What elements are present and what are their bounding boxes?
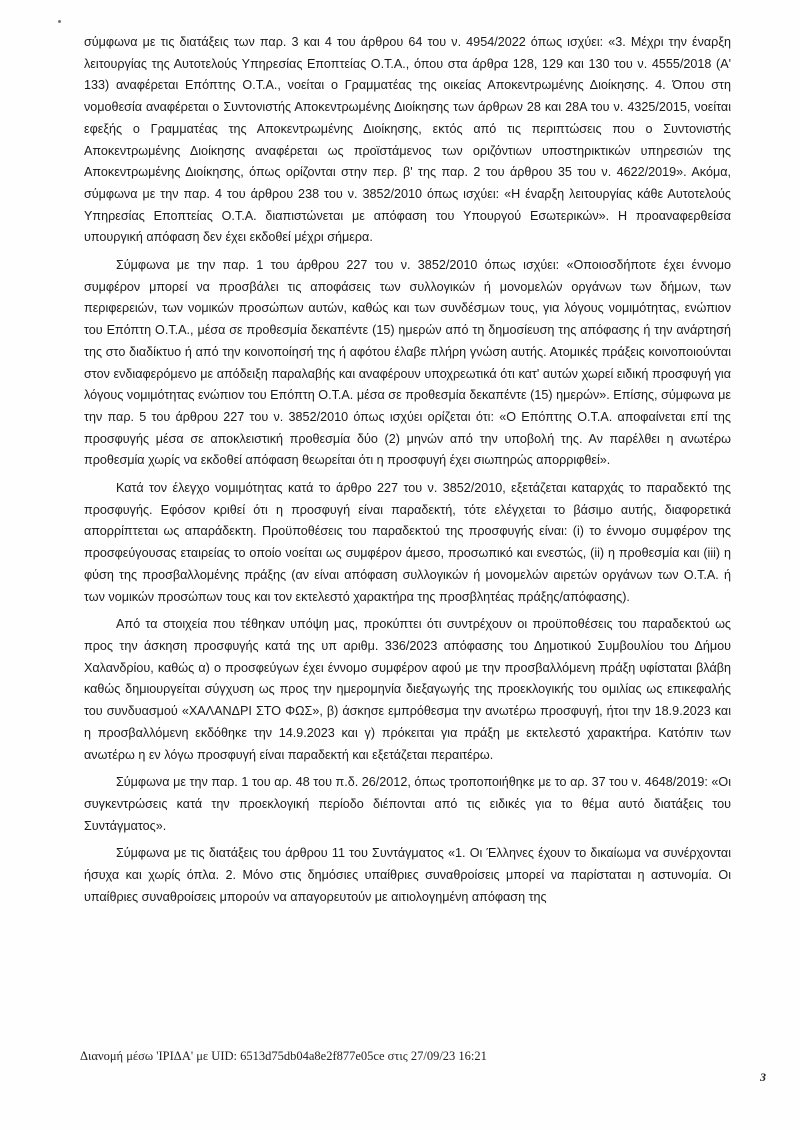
paragraph-2: Σύμφωνα με την παρ. 1 του άρθρου 227 του ν. 3852/2010 όπως ισχύει: «Οποιοσδήποτε έχει έννομο συμφέρον μπορεί να προσβάλει τις αποφάσεις των συλλογικών ή μονομελών οργάνων των δήμων, των περιφερειών, των νομικών προσώπων αυτών, καθώς και των συνδέσμων τους, για λόγους νομιμότητας, ενώπιον του Επόπτη Ο.Τ.Α., μέσα σε προθεσμία δεκαπέντε (15) ημερών από τη δημοσίευση της απόφασης ή την ανάρτησή της στο διαδίκτυο ή από την κοινοποίησή της ή αφότου έλαβε πλήρη γνώση αυτής. Ατομικές πράξεις κοινοποιούνται στον ενδιαφερόμενο με απόδειξη παραλαβής και αναφέρουν υποχρεωτικά ότι κατ' αυτών χωρεί ειδική προσφυγή για λόγους νομιμότητας ενώπιον του Επόπτη Ο.Τ.Α. μέσα σε προθεσμία δεκαπέντε (15) ημερών». Επίσης, σύμφωνα με την παρ. 5 του άρθρου 227 του ν. 3852/2010 όπως ισχύει ορίζεται ότι: «Ο Επόπτης Ο.Τ.Α. αποφαίνεται επί της προσφυγής μέσα σε αποκλειστική προθεσμία δύο (2) μηνών από την υποβολή της. Αν παρέλθει η ανωτέρω προθεσμία χωρίς να εκδοθεί απόφαση θεωρείται ότι η προσφυγή έχει σιωπηρώς απορριφθεί». bbox=[84, 258, 731, 468]
paragraph-1: σύμφωνα με τις διατάξεις των παρ. 3 και 4 του άρθρου 64 του ν. 4954/2022 όπως ισχύει: «3. Μέχρι την έναρξη λειτουργίας της Αυτοτελούς Υπηρεσίας Εποπτείας Ο.Τ.Α., όπου στα άρθρα 128, 129 και 130 του ν. 4555/2018 (Α' 133) αναφέρεται Επόπτης Ο.Τ.Α., νοείται ο Γραμματέας της οικείας Αποκεντρωμένης Διοίκησης. 4. Όπου στη νομοθεσία αναφέρεται ο Συντονιστής Αποκεντρωμένης Διοίκησης των άρθρων 28 και 28Α του ν. 4325/2015, νοείται εφεξής ο Γραμματέας της Αποκεντρωμένης Διοίκησης, εκτός από τις περιπτώσεις που ο Συντονιστής Αποκεντρωμένης Διοίκησης αναφέρεται ως προϊστάμενος των οριζόντιων υποστηρικτικών υπηρεσιών της Αποκεντρωμένης Διοίκησης, όπως ορίζονται στην περ. β' της παρ. 2 του άρθρου 35 του ν. 4622/2019». Ακόμα, σύμφωνα με την παρ. 4 του άρθρου 238 του ν. 3852/2010 όπως ισχύει: «Η έναρξη λειτουργίας κάθε Αυτοτελούς Υπηρεσίας Εποπτείας Ο.Τ.Α. διαπιστώνεται με απόφαση του Υπουργού Εσωτερικών». Η προαναφερθείσα υπουργική απόφαση δεν έχει εκδοθεί μέχρι σήμερα. bbox=[84, 35, 731, 245]
document-body bbox=[84, 32, 731, 914]
paragraph-3: Κατά τον έλεγχο νομιμότητας κατά το άρθρο 227 του ν. 3852/2010, εξετάζεται καταρχάς το παραδεκτό της προσφυγής. Εφόσον κριθεί ότι η προσφυγή είναι παραδεκτή, τότε ελέγχεται το βάσιμο αυτής, διαφορετικά απορρίπτεται ως απαράδεκτη. Προϋποθέσεις του παραδεκτού της προσφυγής είναι: (i) το έννομο συμφέρον της προσφεύγουσας εταιρείας το οποίο νοείται ως συμφέρον άμεσο, προσωπικό και ενεστώς, (ii) η προθεσμία και (iii) η φύση της προσβαλλομένης πράξης (αν είναι απόφαση συλλογικών ή μονομελών αιρετών οργάνων των Ο.Τ.Α. ή των νομικών προσώπων τους και τον εκτελεστό χαρακτήρα της προσβλητέας πράξης/απόφασης). bbox=[84, 481, 731, 604]
page-number: 3 bbox=[760, 1070, 766, 1084]
paragraph-6: Σύμφωνα με τις διατάξεις του άρθρου 11 του Συντάγματος «1. Οι Έλληνες έχουν το δικαίωμα να συνέρχονται ήσυχα και χωρίς όπλα. 2. Μόνο στις δημόσιες υπαίθριες συναθροίσεις μπορεί να παρίσταται η αστυνομία. Οι υπαίθριες συναθροίσεις μπορούν να απαγορευτούν με αιτιολογημένη απόφαση της bbox=[84, 846, 731, 904]
distribution-footer: Διανομή μέσω 'ΙΡΙΔΑ' με UID: 6513d75db04a8e2f877e05ce στις 27/09/23 16:21 bbox=[80, 1049, 487, 1063]
paragraph-4: Από τα στοιχεία που τέθηκαν υπόψη μας, προκύπτει ότι συντρέχουν οι προϋποθέσεις του παραδεκτού ως προς την άσκηση προσφυγής κατά της υπ αριθμ. 336/2023 απόφασης του Δημοτικού Συμβουλίου του Δήμου Χαλανδρίου, καθώς α) ο προσφεύγων έχει έννομο συμφέρον αφού με την προσβαλλόμενη πράξη υφίσταται βλάβη καθώς δημιουργείται σύγχυση ως προς την ημερομηνία διεξαγωγής της προεκλογικής του ομιλίας ως επικεφαλής του συνδυασμού «ΧΑΛΑΝΔΡΙ ΣΤΟ ΦΩΣ», β) άσκησε εμπρόθεσμα την ανωτέρω προσφυγή, ήτοι την 18.9.2023 και η προσβαλλόμενη εκδόθηκε την 14.9.2023 και γ) πρόκειται για πράξη με εκτελεστό χαρακτήρα. Κατόπιν των ανωτέρω η εν λόγω προσφυγή είναι παραδεκτή και εξετάζεται περαιτέρω. bbox=[84, 617, 731, 762]
paragraph-5: Σύμφωνα με την παρ. 1 του αρ. 48 του π.δ. 26/2012, όπως τροποποιήθηκε με το αρ. 37 του ν. 4648/2019: «Οι συγκεντρώσεις κατά την προεκλογική περίοδο διέπονται από τις ειδικές για το θέμα αυτό διατάξεις του Συντάγματος». bbox=[84, 775, 731, 833]
scan-mark bbox=[58, 20, 61, 23]
